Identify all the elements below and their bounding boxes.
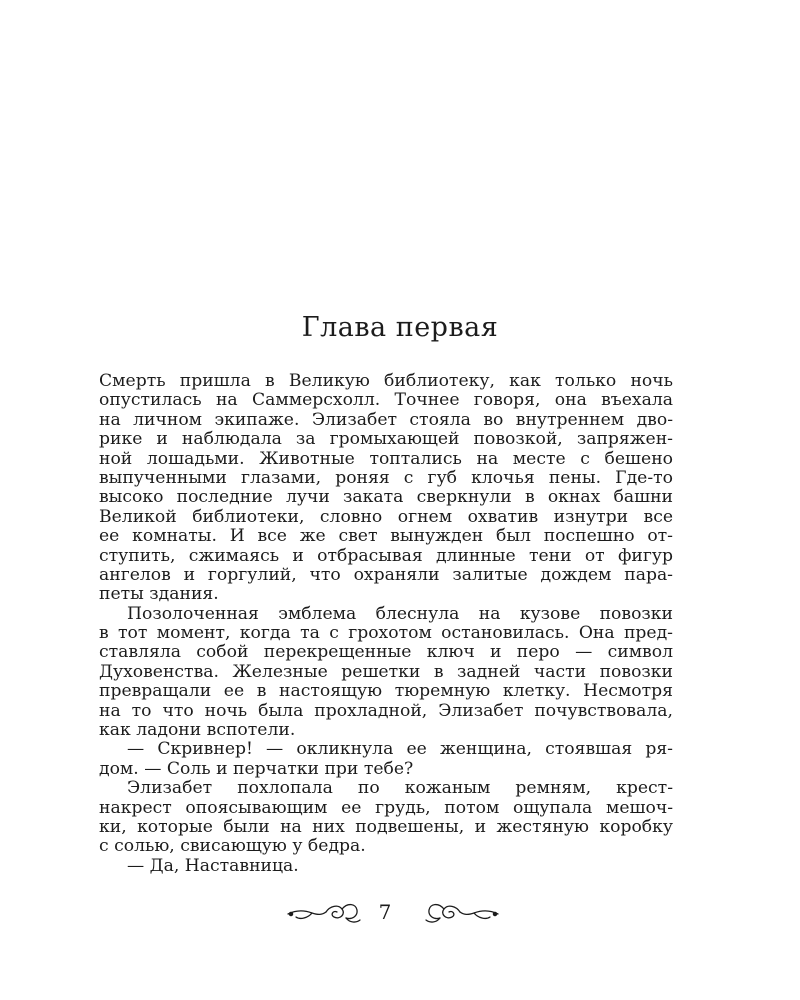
- text-line: ступить, сжимаясь и отбрасывая длинные тени от фигур: [99, 545, 673, 566]
- text-line: ки, которые были на них подвешены, и жестяную коробку: [99, 816, 673, 837]
- text-line: петы здания.: [99, 584, 219, 605]
- text-line: опустилась на Саммерсхолл. Точнее говоря, она въехала: [99, 390, 673, 411]
- text-line: Элизабет похлопала по кожаным ремням, крест-: [127, 778, 673, 799]
- text-line: ее комнаты. И все же свет вынужден был поспешно от-: [99, 526, 673, 547]
- text-line: ставляла собой перекрещенные ключ и перо — символ: [99, 642, 673, 663]
- text-line: Духовенства. Железные решетки в задней части повозки: [99, 661, 673, 682]
- text-line: — Да, Наставница.: [127, 855, 299, 876]
- chapter-body: [99, 372, 673, 876]
- text-line: рике и наблюдала за громыхающей повозкой, запряжен-: [99, 429, 673, 450]
- text-line: ангелов и горгулий, что охраняли залитые дождем пара-: [99, 564, 673, 585]
- text-line: Смерть пришла в Великую библиотеку, как только ночь: [99, 371, 673, 391]
- text-line: в тот момент, когда та с грохотом остановилась. Она пред-: [99, 623, 673, 644]
- text-line: превращали ее в настоящую тюремную клетку. Несмотря: [99, 681, 673, 702]
- text-line: с солью, свисающую у бедра.: [99, 836, 366, 857]
- text-line: на то что ночь была прохладной, Элизабет почувствовала,: [99, 700, 673, 721]
- chapter-title: Глава первая: [301, 312, 499, 343]
- text-line: Великой библиотеки, словно огнем охватив изнутри все: [99, 506, 673, 527]
- page-number: 7: [378, 900, 392, 924]
- text-line: Позолоченная эмблема блеснула на кузове повозки: [127, 603, 673, 624]
- text-line: ной лошадьми. Животные топтались на месте с бешено: [99, 448, 673, 469]
- text-line: высоко последние лучи заката сверкнули в окнах башни: [99, 487, 673, 508]
- text-line: — Скривнер! — окликнула ее женщина, стоявшая ря-: [127, 739, 673, 760]
- flourish-right-icon: [424, 898, 500, 928]
- text-line: на личном экипаже. Элизабет стояла во внутреннем дво-: [99, 409, 673, 430]
- flourish-left-icon: [286, 898, 362, 928]
- text-line: дом. — Соль и перчатки при тебе?: [99, 758, 414, 779]
- text-line: накрест опоясывающим ее грудь, потом ощупала мешоч-: [99, 797, 673, 818]
- page-footer: [0, 896, 800, 936]
- text-line: выпученными глазами, роняя с губ клочья пены. Где-то: [99, 467, 673, 488]
- text-line: как ладони вспотели.: [99, 720, 296, 741]
